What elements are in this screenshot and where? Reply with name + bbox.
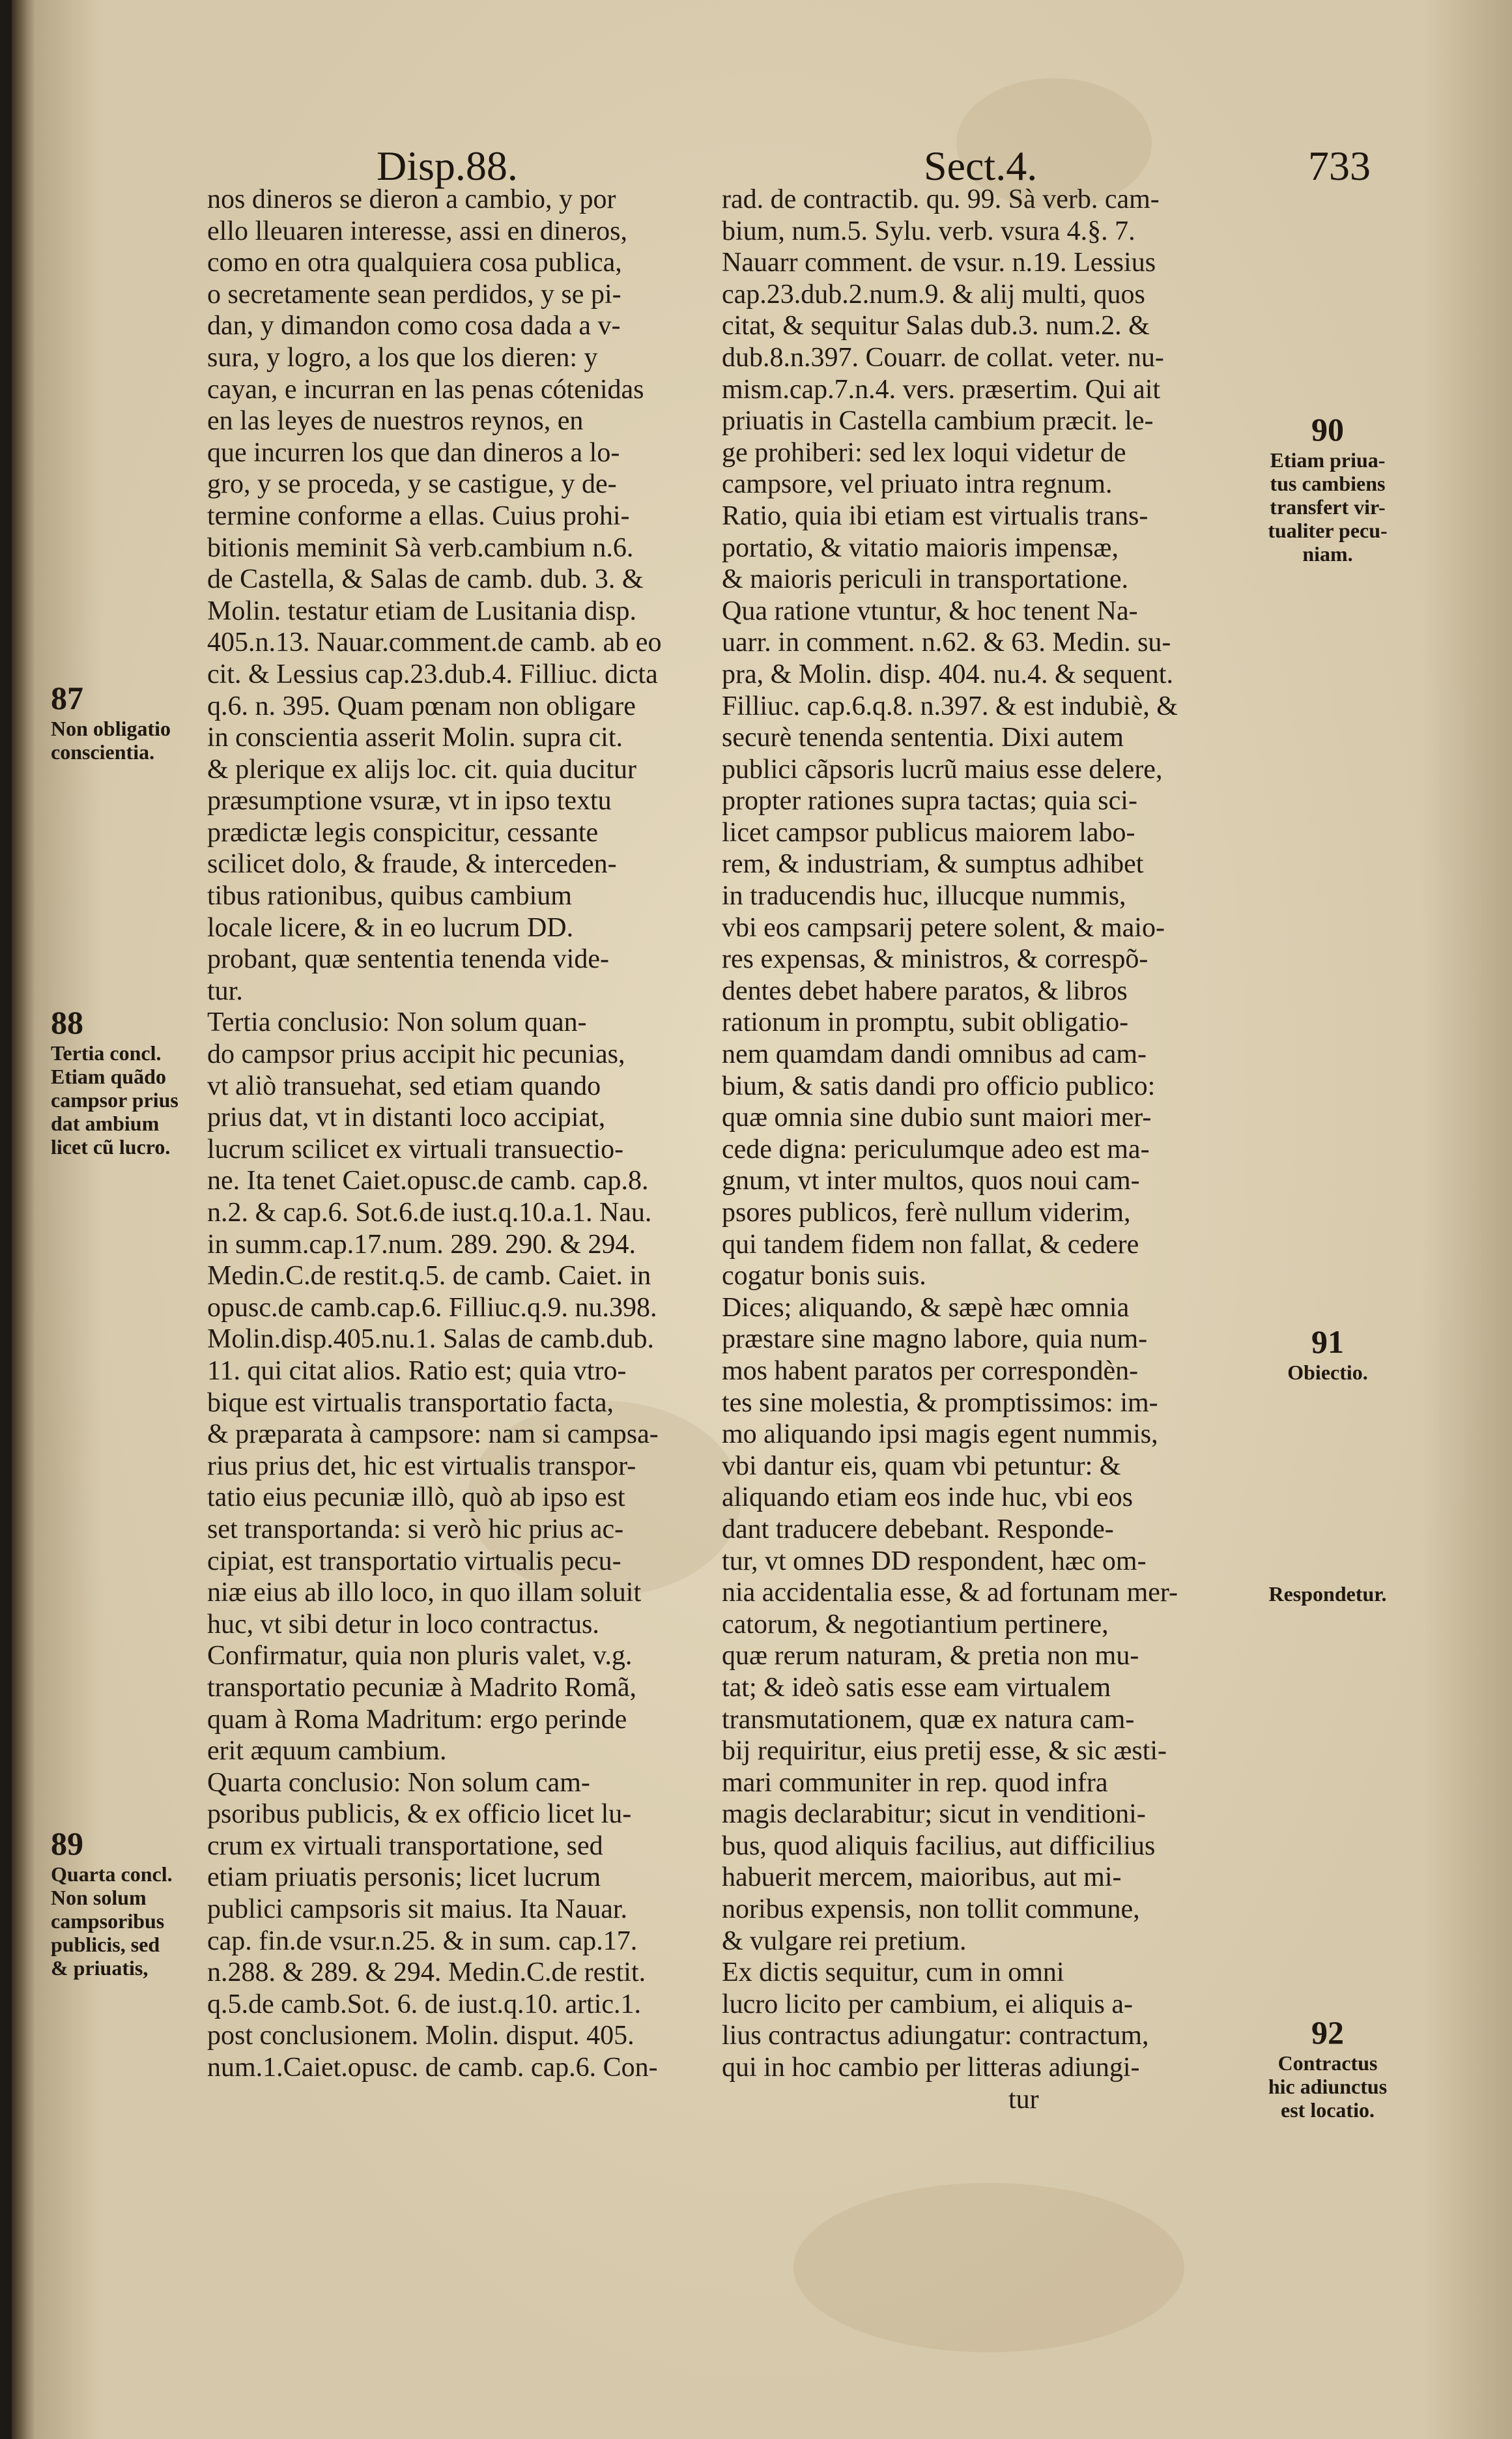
text-line: Qua ratione vtuntur, & hoc tenent Na-	[722, 596, 1138, 626]
text-line: huc, vt sibi detur in loco contractus.	[207, 1609, 599, 1639]
text-line: ne. Ita tenet Caiet.opusc.de camb. cap.8.	[207, 1166, 649, 1196]
text-line: set transportanda: si verò hic prius ac-	[207, 1514, 624, 1544]
text-line: lucro licito per cambium, ei aliquis a-	[722, 1989, 1133, 2019]
text-line: res expensas, & ministros, & correspõ-	[722, 944, 1148, 975]
margin-note-line: dat ambium	[51, 1112, 160, 1135]
text-line: transmutationem, quæ ex natura cam-	[722, 1704, 1135, 1735]
text-line: pra, & Molin. disp. 404. nu.4. & sequent.	[722, 659, 1173, 689]
text-line: rationum in promptu, subit obligatio-	[722, 1007, 1129, 1038]
text-line: cap. fin.de vsur.n.25. & in sum. cap.17.	[207, 1926, 638, 1956]
text-line: q.6. n. 395. Quam pœnam non obligare	[207, 691, 636, 721]
margin-note-number: 92	[1311, 2014, 1344, 2051]
text-line: psoribus publicis, & ex officio licet lu-	[207, 1799, 632, 1830]
text-line: vt aliò transuehat, sed etiam quando	[207, 1071, 601, 1101]
text-line: vbi eos campsarij petere solent, & maio-	[722, 912, 1165, 943]
text-line: mo aliquando ipsi magis egent nummis,	[722, 1419, 1158, 1450]
margin-note-88	[51, 1003, 188, 1159]
text-line: tur	[1008, 2084, 1039, 2114]
margin-note-line: Quarta concl.	[51, 1862, 173, 1886]
text-line: tes sine molestia, & promptissimos: im-	[722, 1387, 1158, 1418]
text-line: niæ eius ab illo loco, in quo illam soluit	[207, 1578, 642, 1608]
text-line: præstare sine magno labore, quia num-	[722, 1324, 1148, 1355]
spine-shadow	[12, 0, 35, 2439]
text-line: & maioris periculi in transportatione.	[722, 564, 1129, 595]
left-text-column	[207, 184, 715, 2084]
text-line: prædictæ legis conspicitur, cessante	[207, 817, 599, 848]
margin-note-line: campsoribus	[51, 1909, 165, 1933]
text-line: q.5.de camb.Sot. 6. de iust.q.10. artic.1.	[207, 1989, 642, 2019]
text-line: & plerique ex alijs loc. cit. quia ducitur	[207, 754, 636, 785]
text-line: aliquando etiam eos inde huc, vbi eos	[722, 1482, 1134, 1513]
running-head-section: Sect.4.	[924, 143, 1038, 189]
text-line: rem, & industriam, & sumptus adhibet	[722, 849, 1144, 880]
page-number: 733	[1308, 143, 1371, 189]
margin-note-89	[51, 1825, 188, 1980]
text-line: qui tandem fidem non fallat, & cedere	[722, 1229, 1139, 1260]
right-text-column	[722, 184, 1230, 2115]
text-line: tat; & ideò satis esse eam virtualem	[722, 1672, 1111, 1703]
text-line: priuatis in Castella cambium præcit. le-	[722, 406, 1154, 437]
text-line: dentes debet habere paratos, & libros	[722, 975, 1128, 1006]
text-line: publici campsoris sit maius. Ita Nauar.	[207, 1894, 628, 1925]
margin-note-line: Contractus	[1277, 2051, 1378, 2075]
text-line: & præparata à campsore: nam si campsa-	[207, 1419, 659, 1450]
text-line: portatio, & vitatio maioris impensæ,	[722, 532, 1119, 563]
margin-note-line: transfert vir-	[1270, 495, 1386, 519]
margin-note-87	[51, 679, 188, 764]
text-line: bium, & satis dandi pro officio publico:	[722, 1071, 1156, 1101]
text-line: bique est virtualis transportatio facta,	[207, 1387, 614, 1418]
text-line: bitionis meminit Sà verb.cambium n.6.	[207, 532, 634, 563]
margin-note-number: 88	[51, 1004, 83, 1041]
margin-note-line: niam.	[1302, 542, 1353, 566]
text-line: habuerit mercem, maioribus, aut mi-	[722, 1862, 1122, 1893]
text-line: Medin.C.de restit.q.5. de camb. Caiet. in	[207, 1261, 651, 1292]
text-line: gro, y se proceda, y se castigue, y de-	[207, 469, 617, 500]
text-line: o secretamente sean perdidos, y se pi-	[207, 279, 621, 310]
margin-note-line: conscientia.	[51, 740, 155, 764]
text-line: uarr. in comment. n.62. & 63. Medin. su-	[722, 628, 1171, 658]
text-line: bus, quod aliquis facilius, aut difficilius	[722, 1830, 1156, 1861]
text-line: do campsor prius accipit hic pecunias,	[207, 1039, 625, 1070]
text-line: publici cãpsoris lucrũ maius esse delere,	[722, 754, 1163, 785]
text-line: Molin. testatur etiam de Lusitania disp.	[207, 596, 637, 626]
text-line: ge prohiberi: sed lex loqui videtur de	[722, 437, 1126, 468]
text-line: propter rationes supra tactas; quia sci-	[722, 786, 1137, 816]
text-line: tur, vt omnes DD respondent, hæc om-	[722, 1546, 1147, 1576]
margin-note-line: Tertia concl.	[51, 1041, 162, 1065]
margin-note-number: 89	[51, 1825, 83, 1862]
text-line: como en otra qualquiera cosa publica,	[207, 248, 622, 278]
text-line: lius contractus adiungatur: contractum,	[722, 2021, 1149, 2051]
text-line: rad. de contractib. qu. 99. Sà verb. cam-	[722, 184, 1160, 214]
text-line: campsore, vel priuato intra regnum.	[722, 469, 1113, 500]
text-line: n.2. & cap.6. Sot.6.de iust.q.10.a.1. Nau.	[207, 1198, 652, 1228]
text-line: crum ex virtuali transportatione, sed	[207, 1830, 603, 1861]
text-line: rius prius det, hic est virtualis transpor-	[207, 1450, 636, 1481]
text-line: ello lleuaren interesse, assi en dineros,	[207, 216, 627, 246]
paper-stain	[793, 2183, 1184, 2352]
text-line: que incurren los que dan dineros a lo-	[207, 437, 620, 468]
text-line: cipiat, est transportatio virtualis pecu-	[207, 1546, 621, 1576]
text-line: catorum, & negotiantium pertinere,	[722, 1609, 1109, 1639]
margin-note-line: tus cambiens	[1270, 472, 1386, 495]
text-line: cit. & Lessius cap.23.dub.4. Filliuc. dicta	[207, 659, 658, 689]
margin-note-line: Respondetur.	[1268, 1582, 1387, 1606]
text-line: dub.8.n.397. Couarr. de collat. veter. nu-	[722, 342, 1164, 373]
margin-note-92	[1249, 2013, 1406, 2122]
text-line: termine conforme a ellas. Cuius prohi-	[207, 500, 630, 531]
text-line: lucrum scilicet ex virtuali transuectio-	[207, 1134, 624, 1164]
text-line: psores publicos, ferè nullum viderim,	[722, 1198, 1131, 1228]
margin-note-number: 87	[51, 680, 83, 716]
text-line: & vulgare rei pretium.	[722, 1926, 967, 1956]
text-line: sura, y logro, a los que los dieren: y	[207, 342, 598, 373]
text-line: scilicet dolo, & fraude, & interceden-	[207, 849, 617, 880]
text-line: tur.	[207, 975, 243, 1006]
margin-note-line: licet cũ lucro.	[51, 1135, 171, 1159]
margin-note-line: campsor prius	[51, 1088, 178, 1112]
text-line: mos habent paratos per correspondèn-	[722, 1355, 1139, 1386]
text-line: post conclusionem. Molin. disput. 405.	[207, 2021, 635, 2051]
text-line: cap.23.dub.2.num.9. & alij multi, quos	[722, 279, 1145, 310]
text-line: qui in hoc cambio per litteras adiungi-	[722, 2053, 1140, 2083]
text-line: erit æquum cambium.	[207, 1736, 447, 1767]
text-line: cogatur bonis suis.	[722, 1261, 926, 1292]
text-line: Ratio, quia ibi etiam est virtualis trans-	[722, 500, 1148, 531]
text-line: nem quamdam dandi omnibus ad cam-	[722, 1039, 1147, 1070]
text-line: noribus expensis, non tollit commune,	[722, 1894, 1140, 1925]
text-line: quam à Roma Madritum: ergo perinde	[207, 1704, 627, 1735]
margin-note-line: Non solum	[51, 1886, 147, 1909]
text-line: probant, quæ sententia tenenda vide-	[207, 944, 609, 975]
margin-note-respondetur	[1249, 1582, 1406, 1606]
text-line: prius dat, vt in distanti loco accipiat,	[207, 1103, 606, 1133]
text-line: mari communiter in rep. quod infra	[722, 1767, 1108, 1798]
text-line: Dices; aliquando, & sæpè hæc omnia	[722, 1292, 1130, 1323]
text-line: transportatio pecuniæ à Madrito Romã,	[207, 1672, 637, 1703]
text-line: cede digna: periculumque adeo est ma-	[722, 1134, 1150, 1164]
margin-note-line: & priuatis,	[51, 1956, 149, 1980]
text-line: in summ.cap.17.num. 289. 290. & 294.	[207, 1229, 636, 1260]
text-line: licet campsor publicus maiorem labo-	[722, 817, 1135, 848]
text-line: cayan, e incurran en las penas cótenidas	[207, 374, 644, 405]
text-line: locale licere, & in eo lucrum DD.	[207, 912, 574, 943]
text-line: tibus rationibus, quibus cambium	[207, 881, 572, 912]
text-line: vbi dantur eis, quam vbi petuntur: &	[722, 1450, 1121, 1481]
running-head-left: Disp.88.	[377, 143, 518, 189]
text-line: mism.cap.7.n.4. vers. præsertim. Qui ait	[722, 374, 1161, 405]
margin-note-number: 91	[1311, 1323, 1344, 1360]
text-line: tatio eius pecuniæ illò, quò ab ipso est	[207, 1482, 625, 1513]
text-line: Nauarr comment. de vsur. n.19. Lessius	[722, 248, 1156, 278]
text-line: magis declarabitur; sicut in venditioni-	[722, 1799, 1146, 1830]
text-line: citat, & sequitur Salas dub.3. num.2. &	[722, 311, 1150, 341]
margin-note-number: 90	[1311, 411, 1344, 448]
text-line: Confirmatur, quia non pluris valet, v.g.	[207, 1641, 633, 1671]
margin-note-line: tualiter pecu-	[1268, 519, 1388, 542]
text-line: in conscientia asserit Molin. supra cit.	[207, 723, 623, 753]
margin-note-line: Etiam quãdo	[51, 1065, 166, 1088]
text-line: bium, num.5. Sylu. verb. vsura 4.§. 7.	[722, 216, 1135, 246]
text-line: num.1.Caiet.opusc. de camb. cap.6. Con-	[207, 2053, 658, 2083]
margin-note-line: est locatio.	[1281, 2098, 1375, 2122]
text-line: Molin.disp.405.nu.1. Salas de camb.dub.	[207, 1324, 654, 1355]
text-line: Tertia conclusio: Non solum quan-	[207, 1007, 587, 1038]
text-line: en las leyes de nuestros reynos, en	[207, 406, 584, 437]
text-line: n.288. & 289. & 294. Medin.C.de restit.	[207, 1957, 646, 1988]
margin-note-line: publicis, sed	[51, 1933, 160, 1956]
text-line: gnum, vt inter multos, quos noui cam-	[722, 1166, 1140, 1196]
text-line: quæ rerum naturam, & pretia non mu-	[722, 1641, 1139, 1671]
text-line: nos dineros se dieron a cambio, y por	[207, 184, 616, 214]
text-line: dan, y dimandon como cosa dada a v-	[207, 311, 621, 341]
text-line: securè tenenda sententia. Dixi autem	[722, 723, 1124, 753]
text-line: bij requiritur, eius pretij esse, & sic æsti-	[722, 1736, 1167, 1767]
margin-note-line: hic adiunctus	[1268, 2075, 1388, 2098]
text-line: quæ omnia sine dubio sunt maiori mer-	[722, 1103, 1152, 1133]
margin-note-90	[1249, 411, 1406, 566]
book-page	[12, 0, 1512, 2439]
text-line: in traducendis huc, illucque nummis,	[722, 881, 1126, 912]
text-line: Quarta conclusio: Non solum cam-	[207, 1767, 590, 1798]
margin-note-line: Etiam priua-	[1270, 448, 1386, 472]
text-line: præsumptione vsuræ, vt in ipso textu	[207, 786, 612, 816]
text-line: 11. qui citat alios. Ratio est; quia vtro-	[207, 1355, 627, 1386]
margin-note-line: Non obligatio	[51, 717, 171, 740]
text-line: Filliuc. cap.6.q.8. n.397. & est indubiè, &	[722, 691, 1178, 721]
text-line: opusc.de camb.cap.6. Filliuc.q.9. nu.398.	[207, 1292, 657, 1323]
text-line: 405.n.13. Nauar.comment.de camb. ab eo	[207, 628, 662, 658]
text-line: dant traducere debebant. Responde-	[722, 1514, 1114, 1544]
text-line: etiam priuatis personis; licet lucrum	[207, 1862, 601, 1893]
margin-note-91	[1249, 1323, 1406, 1384]
margin-note-line: Obiectio.	[1287, 1361, 1368, 1384]
text-line: de Castella, & Salas de camb. dub. 3. &	[207, 564, 644, 595]
text-line: nia accidentalia esse, & ad fortunam mer-	[722, 1578, 1178, 1608]
text-line: Ex dictis sequitur, cum in omni	[722, 1957, 1064, 1988]
